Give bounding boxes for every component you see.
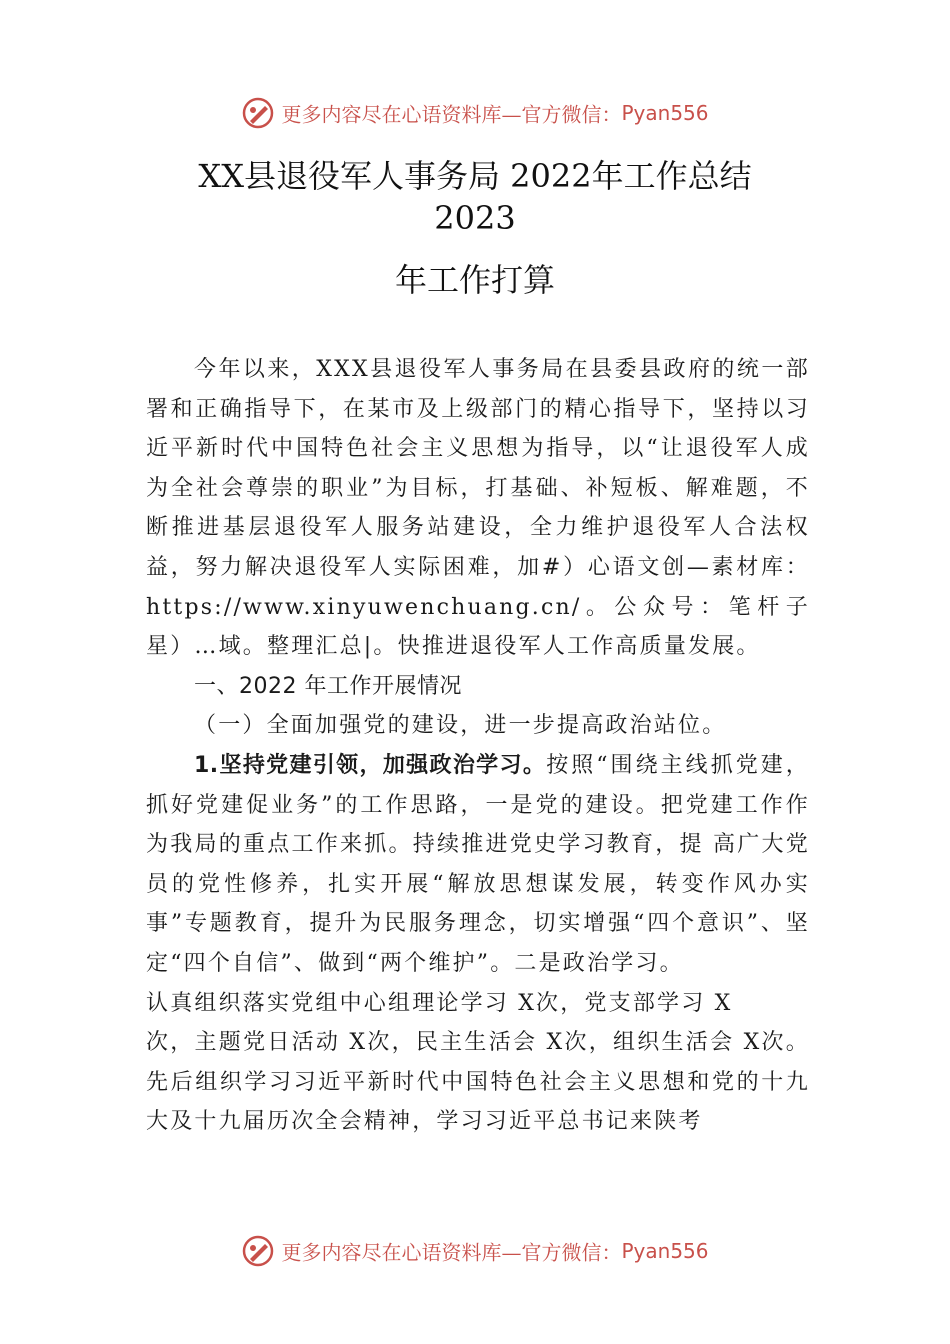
ink-pen-logo-icon <box>241 1234 275 1268</box>
section-heading: 一、2022 年工作开展情况 <box>194 673 462 699</box>
item-paragraph-part3: 次，主题党日活动 X次，民主生活会 X次，组织生活会 X次。先后组织学习习近平新时代中国特色社会主义思想和党的十九大及十九届历次全会精神，学习习近平总书记来陕考 <box>146 1030 810 1135</box>
document-title-line1: XX县退役军人事务局 2022年工作总结 <box>198 157 752 195</box>
watermark-footer <box>0 1234 950 1268</box>
intro-paragraph: 今年以来，XXX县退役军人事务局在县委县政府的统一部署和正确指导下，在某市及上级部门的精心指导下，坚持以习近平新时代中国特色社会主义思想为指导，以“让退役军人成为全社会尊崇的职业”为目标，打基础、补短板、解难题，不断推进基层退役军人服务站建设，全力维护退役军人合法权益，努力解决退役军人实际困难，加#）心语文创—素材库：https://www.xinyuwenchuang.cn/。公众号：笔杆子星）…域。整理汇总|。快推进退役军人工作高质量发展。 <box>146 357 810 660</box>
watermark-wechat-id: Pyan556 <box>621 101 709 125</box>
watermark-text: 更多内容尽在心语资料库—官方微信： <box>281 1240 622 1265</box>
watermark-text: 更多内容尽在心语资料库—官方微信： <box>281 102 622 127</box>
watermark-wechat-id: Pyan556 <box>621 1239 709 1263</box>
subsection-heading: （一）全面加强党的建设，进一步提高政治站位。 <box>194 713 727 739</box>
item-paragraph-part2: 认真组织落实党组中心组理论学习 X次，党支部学习 X <box>146 990 733 1016</box>
item-heading: 1.坚持党建引领，加强政治学习。 <box>194 752 547 778</box>
ink-pen-logo-icon <box>241 96 275 130</box>
watermark-header <box>0 96 950 130</box>
document-title-line2: 2023 <box>434 199 516 237</box>
item-paragraph <box>146 746 810 984</box>
document-title-line3: 年工作打算 <box>394 261 555 299</box>
document-body <box>146 350 810 1142</box>
item-paragraph-part1: 按照“围绕主线抓党建，抓好党建促业务”的工作思路，一是党的建设。把党建工作作为我局的重点工作来抓。持续推进党史学习教育，提 高广大党员的党性修养，扎实开展“解放思想谋发展，转变作风办实事”专题教育，提升为民服务理念，切实增强“四个意识”、坚定“四个自信”、做到“两个维护”。二是政治学习。 <box>146 752 811 976</box>
